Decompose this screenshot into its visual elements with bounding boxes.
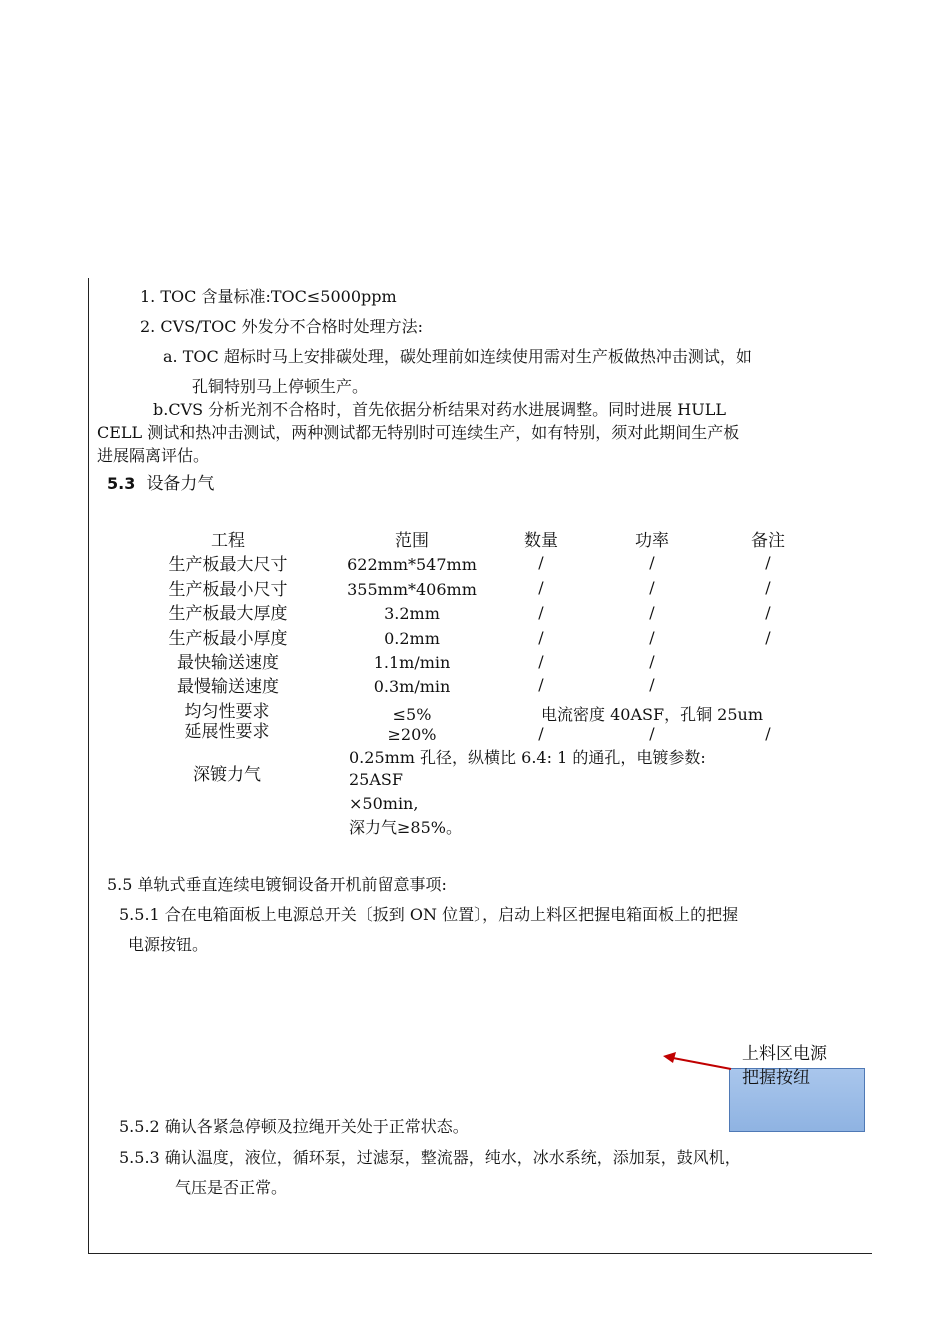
table-row-power: / — [649, 603, 655, 622]
table-row-item: 生产板最大尺寸 — [168, 555, 288, 575]
table-row-power: / — [649, 652, 655, 671]
step-5-5-1-line1: 5.5.1 合在电箱面板上电源总开关〔扳到 ON 位置〕，启动上料区把握电箱面板上的把握 — [119, 905, 739, 924]
table-row-note: / — [765, 578, 771, 597]
table-row-item: 最慢输送速度 — [177, 677, 279, 697]
callout-line1: 上料区电源 — [742, 1044, 827, 1064]
cvs-fail-line3: 进展隔离评估。 — [97, 446, 210, 465]
throwing-power-line1: 0.25mm 孔径，纵横比 6.4: 1 的通孔，电镀参数: — [349, 748, 706, 767]
step-5-5-2: 5.5.2 确认各紧急停顿及拉绳开关处于正常状态。 — [119, 1117, 469, 1136]
table-row-qty: / — [538, 628, 544, 647]
table-header-qty: 数量 — [524, 531, 558, 551]
table-row-range: 0.3m/min — [373, 677, 451, 696]
uniformity-item: 均匀性要求 — [184, 702, 270, 722]
ductility-power: / — [649, 724, 655, 743]
uniformity-note: 电流密度 40ASF，孔铜 25um — [541, 705, 763, 724]
callout-line2: 把握按纽 — [742, 1068, 810, 1088]
throwing-power-line4: 深力气≥85%。 — [349, 818, 462, 837]
table-row-qty: / — [538, 578, 544, 597]
cvs-fail-line1: b.CVS 分析光剂不合格时，首先依据分析结果对药水进展调整。同时进展 HULL — [153, 400, 726, 419]
ductility-qty: / — [538, 724, 544, 743]
toc-over-limit-line2: 孔铜特别马上停顿生产。 — [192, 377, 369, 396]
section-5-3-heading — [107, 474, 214, 494]
table-row-qty: / — [538, 675, 544, 694]
table-header-note: 备注 — [751, 531, 785, 551]
step-5-5-3-line2: 气压是否正常。 — [175, 1178, 288, 1197]
ductility-note: / — [765, 724, 771, 743]
toc-standard: 1. TOC 含量标准:TOC≤5000ppm — [140, 287, 397, 306]
table-row-item: 生产板最大厚度 — [168, 604, 288, 624]
table-row-note: / — [765, 628, 771, 647]
table-row-qty: / — [538, 603, 544, 622]
throwing-power-line3: ×50min, — [349, 794, 419, 813]
table-row-range: 3.2mm — [384, 604, 440, 623]
table-row-qty: / — [538, 652, 544, 671]
table-row-item: 最快输送速度 — [177, 653, 279, 673]
throwing-power-line2: 25ASF — [349, 770, 403, 789]
throwing-power-item: 深镀力气 — [193, 765, 261, 785]
uniformity-range: ≤5% — [392, 705, 432, 724]
cvs-fail-line2: CELL 测试和热冲击测试，两种测试都无特别时可连续生产，如有特别，须对此期间生产板 — [97, 423, 740, 442]
table-row-range: 355mm*406mm — [347, 580, 477, 599]
ductility-item: 延展性要求 — [184, 722, 270, 742]
table-header-item: 工程 — [211, 531, 245, 551]
cvs-toc-method-heading: 2. CVS/TOC 外发分不合格时处理方法: — [140, 317, 424, 336]
table-header-power: 功率 — [635, 531, 669, 551]
frame-bottom-border — [88, 1253, 872, 1254]
table-row-item: 生产板最小尺寸 — [168, 580, 288, 600]
table-row-note: / — [765, 553, 771, 572]
step-5-5-1-line2: 电源按钮。 — [128, 935, 209, 954]
power-button-callout-label — [742, 1042, 827, 1090]
table-row-range: 0.2mm — [384, 629, 440, 648]
table-row-note: / — [765, 603, 771, 622]
table-row-range: 622mm*547mm — [347, 555, 477, 574]
section-5-3-number: 5.3 — [107, 474, 136, 493]
section-5-3-title: 设备力气 — [146, 474, 215, 494]
frame-left-border — [88, 278, 89, 1254]
table-header-range: 范围 — [395, 531, 429, 551]
section-5-5-heading: 5.5 单轨式垂直连续电镀铜设备开机前留意事项: — [107, 875, 447, 894]
step-5-5-3-line1: 5.5.3 确认温度，液位，循环泵，过滤泵，整流器，纯水，冰水系统，添加泵，鼓风机， — [119, 1148, 741, 1167]
table-row-item: 生产板最小厚度 — [168, 629, 288, 649]
table-row-power: / — [649, 675, 655, 694]
table-row-power: / — [649, 578, 655, 597]
table-row-power: / — [649, 628, 655, 647]
toc-over-limit-line1: a. TOC 超标时马上安排碳处理，碳处理前如连续使用需对生产板做热冲击测试，如 — [163, 347, 752, 366]
table-row-power: / — [649, 553, 655, 572]
ductility-range: ≥20% — [387, 725, 437, 744]
table-row-qty: / — [538, 553, 544, 572]
table-row-range: 1.1m/min — [373, 653, 451, 672]
